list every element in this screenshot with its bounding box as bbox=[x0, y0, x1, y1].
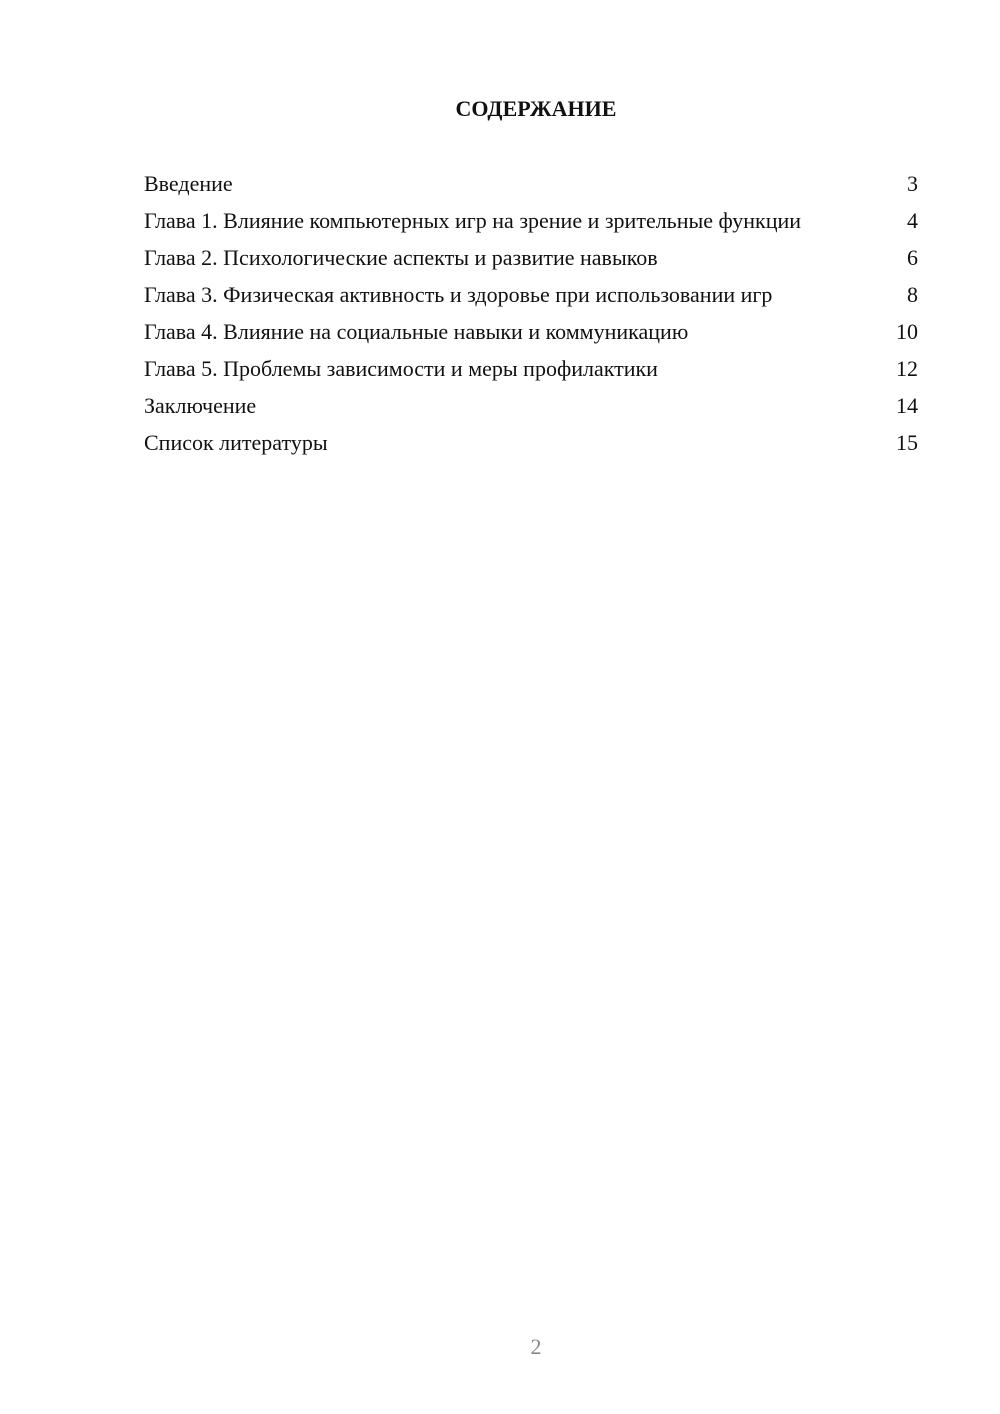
toc-entry-label: Глава 2. Психологические аспекты и развитие навыков bbox=[144, 245, 658, 270]
toc-entry-page: 4 bbox=[907, 208, 918, 233]
toc-entry-page: 8 bbox=[907, 282, 918, 307]
toc-entry[interactable] bbox=[144, 207, 918, 234]
toc-entry-label: Заключение bbox=[144, 393, 257, 418]
toc-entry-page: 12 bbox=[896, 356, 918, 381]
page-number: 2 bbox=[530, 1334, 542, 1359]
page-title: СОДЕРЖАНИЕ bbox=[455, 96, 617, 121]
toc-entry-page: 15 bbox=[896, 430, 918, 455]
toc-entry-page: 14 bbox=[896, 393, 918, 418]
toc-entry-page: 6 bbox=[907, 245, 918, 270]
toc-entry[interactable] bbox=[144, 244, 918, 271]
toc-entry-label: Глава 3. Физическая активность и здоровье при использовании игр bbox=[144, 282, 773, 307]
toc-entry[interactable] bbox=[144, 392, 918, 419]
toc-entry[interactable] bbox=[144, 170, 918, 197]
toc-entry-label: Введение bbox=[144, 171, 233, 196]
toc-entry-label: Глава 4. Влияние на социальные навыки и коммуникацию bbox=[144, 319, 689, 344]
toc-entry-label: Глава 1. Влияние компьютерных игр на зрение и зрительные функции bbox=[144, 208, 802, 233]
toc-entry[interactable] bbox=[144, 318, 918, 345]
toc-entry[interactable] bbox=[144, 355, 918, 382]
toc-entry[interactable] bbox=[144, 281, 918, 308]
table-of-contents bbox=[144, 170, 918, 466]
toc-entry-label: Глава 5. Проблемы зависимости и меры профилактики bbox=[144, 356, 658, 381]
toc-entry-page: 10 bbox=[896, 319, 918, 344]
toc-entry[interactable] bbox=[144, 429, 918, 456]
toc-entry-page: 3 bbox=[907, 171, 918, 196]
toc-entry-label: Список литературы bbox=[144, 430, 328, 455]
